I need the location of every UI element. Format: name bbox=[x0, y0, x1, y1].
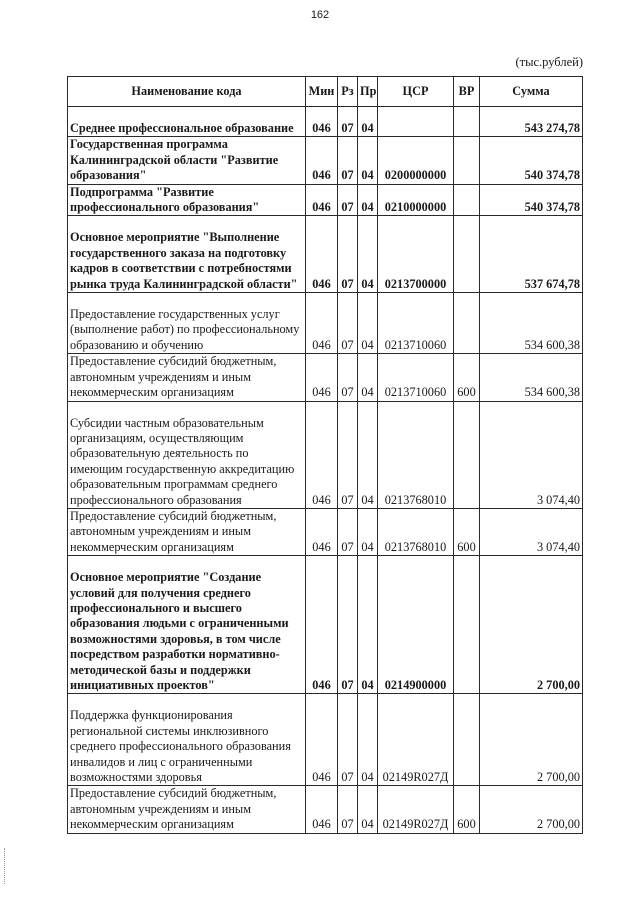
row-vr bbox=[454, 556, 480, 694]
table-row bbox=[68, 401, 583, 508]
row-pr: 04 bbox=[358, 401, 378, 508]
row-sum: 3 074,40 bbox=[480, 401, 583, 508]
page-number: 162 bbox=[310, 9, 330, 21]
row-min: 046 bbox=[306, 216, 338, 293]
row-name: Основное мероприятие "Создание условий для получения среднего профессионального и высшего образования людьми с ограниченными возможностями здоровья, в том числе посредством разработки нормативно-методической базы и поддержки инициативных проектов" bbox=[68, 556, 306, 694]
row-vr bbox=[454, 216, 480, 293]
row-min: 046 bbox=[306, 137, 338, 184]
row-name: Основное мероприятие "Выполнение государственного заказа на подготовку кадров в соответствии с потребностями рынка труда Калининградской области" bbox=[68, 216, 306, 293]
table-row bbox=[68, 216, 583, 293]
row-vr: 600 bbox=[454, 354, 480, 401]
row-pr: 04 bbox=[358, 107, 378, 137]
table-row bbox=[68, 107, 583, 137]
row-csr: 0214900000 bbox=[378, 556, 454, 694]
row-vr bbox=[454, 184, 480, 216]
row-sum: 537 674,78 bbox=[480, 216, 583, 293]
header-name: Наименование кода bbox=[68, 77, 306, 107]
row-rz: 07 bbox=[338, 107, 358, 137]
table-row bbox=[68, 786, 583, 833]
row-csr: 0213768010 bbox=[378, 401, 454, 508]
table-row bbox=[68, 184, 583, 216]
row-rz: 07 bbox=[338, 556, 358, 694]
row-min: 046 bbox=[306, 184, 338, 216]
row-rz: 07 bbox=[338, 508, 358, 555]
header-csr: ЦСР bbox=[378, 77, 454, 107]
row-csr: 0200000000 bbox=[378, 137, 454, 184]
row-csr: 0213700000 bbox=[378, 216, 454, 293]
row-sum: 543 274,78 bbox=[480, 107, 583, 137]
row-pr: 04 bbox=[358, 694, 378, 786]
row-name: Поддержка функционирования региональной системы инклюзивного среднего профессионального образования инвалидов и лиц с ограниченными возможностями здоровья bbox=[68, 694, 306, 786]
row-vr bbox=[454, 694, 480, 786]
row-pr: 04 bbox=[358, 786, 378, 833]
row-name: Предоставление государственных услуг (выполнение работ) по профессиональному образованию и обучению bbox=[68, 293, 306, 354]
row-csr: 0213710060 bbox=[378, 354, 454, 401]
table-row bbox=[68, 137, 583, 184]
row-vr bbox=[454, 107, 480, 137]
row-pr: 04 bbox=[358, 137, 378, 184]
header-min: Мин bbox=[306, 77, 338, 107]
row-sum: 2 700,00 bbox=[480, 694, 583, 786]
row-name: Среднее профессиональное образование bbox=[68, 107, 306, 137]
row-name: Подпрограмма "Развитие профессионального образования" bbox=[68, 184, 306, 216]
row-sum: 2 700,00 bbox=[480, 786, 583, 833]
row-name: Предоставление субсидий бюджетным, автономным учреждениям и иным некоммерческим организациям bbox=[68, 508, 306, 555]
row-rz: 07 bbox=[338, 694, 358, 786]
row-min: 046 bbox=[306, 508, 338, 555]
row-pr: 04 bbox=[358, 216, 378, 293]
row-min: 046 bbox=[306, 694, 338, 786]
row-csr: 02149R027Д bbox=[378, 786, 454, 833]
row-vr: 600 bbox=[454, 786, 480, 833]
row-rz: 07 bbox=[338, 184, 358, 216]
header-rz: Рз bbox=[338, 77, 358, 107]
row-csr: 0210000000 bbox=[378, 184, 454, 216]
scan-margin-mark bbox=[4, 848, 7, 884]
units-label: (тыс.рублей) bbox=[515, 55, 583, 69]
table-row bbox=[68, 508, 583, 555]
row-sum: 540 374,78 bbox=[480, 184, 583, 216]
header-vr: ВР bbox=[454, 77, 480, 107]
row-min: 046 bbox=[306, 107, 338, 137]
row-name: Субсидии частным образовательным организациям, осуществляющим образовательную деятельность по имеющим государственную аккредитацию образовательным программам среднего профессионального образования bbox=[68, 401, 306, 508]
row-rz: 07 bbox=[338, 354, 358, 401]
row-sum: 3 074,40 bbox=[480, 508, 583, 555]
row-vr bbox=[454, 401, 480, 508]
row-sum: 534 600,38 bbox=[480, 354, 583, 401]
row-vr bbox=[454, 137, 480, 184]
row-vr: 600 bbox=[454, 508, 480, 555]
row-name: Предоставление субсидий бюджетным, автономным учреждениям и иным некоммерческим организациям bbox=[68, 786, 306, 833]
table-row bbox=[68, 293, 583, 354]
row-sum: 2 700,00 bbox=[480, 556, 583, 694]
row-csr: 02149R027Д bbox=[378, 694, 454, 786]
table-header-row bbox=[68, 77, 583, 107]
row-rz: 07 bbox=[338, 401, 358, 508]
row-vr bbox=[454, 293, 480, 354]
row-rz: 07 bbox=[338, 293, 358, 354]
header-pr: Пр bbox=[358, 77, 378, 107]
row-pr: 04 bbox=[358, 184, 378, 216]
row-rz: 07 bbox=[338, 137, 358, 184]
row-pr: 04 bbox=[358, 556, 378, 694]
row-pr: 04 bbox=[358, 293, 378, 354]
row-min: 046 bbox=[306, 401, 338, 508]
row-min: 046 bbox=[306, 293, 338, 354]
row-min: 046 bbox=[306, 556, 338, 694]
header-sum: Сумма bbox=[480, 77, 583, 107]
row-pr: 04 bbox=[358, 354, 378, 401]
row-min: 046 bbox=[306, 354, 338, 401]
row-rz: 07 bbox=[338, 786, 358, 833]
table-row bbox=[68, 354, 583, 401]
budget-table bbox=[67, 76, 583, 834]
row-name: Государственная программа Калининградской области "Развитие образования" bbox=[68, 137, 306, 184]
row-sum: 534 600,38 bbox=[480, 293, 583, 354]
row-sum: 540 374,78 bbox=[480, 137, 583, 184]
row-name: Предоставление субсидий бюджетным, автономным учреждениям и иным некоммерческим организациям bbox=[68, 354, 306, 401]
row-csr bbox=[378, 107, 454, 137]
row-csr: 0213768010 bbox=[378, 508, 454, 555]
table-row bbox=[68, 694, 583, 786]
row-rz: 07 bbox=[338, 216, 358, 293]
row-csr: 0213710060 bbox=[378, 293, 454, 354]
row-min: 046 bbox=[306, 786, 338, 833]
row-pr: 04 bbox=[358, 508, 378, 555]
table-row bbox=[68, 556, 583, 694]
